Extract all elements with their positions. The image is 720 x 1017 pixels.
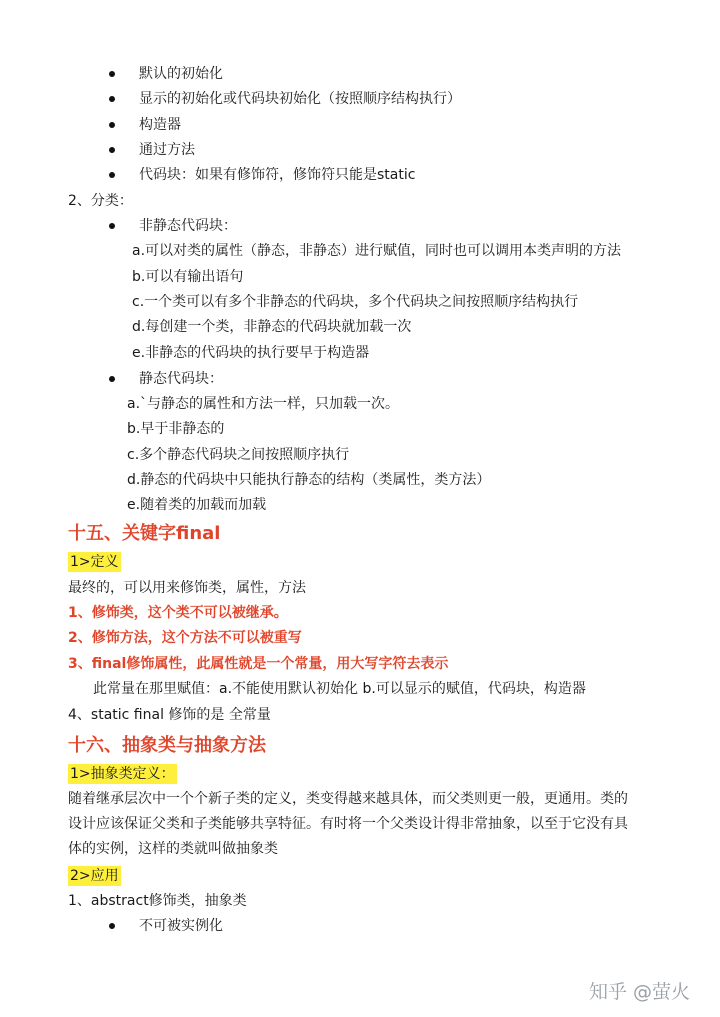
abstract-definition-label: 1>抽象类定义：: [70, 766, 175, 782]
bullet-icon: [109, 923, 115, 929]
section-heading-abstract: 十六、抽象类与抽象方法: [68, 735, 266, 756]
zhihu-watermark: 知乎 @萤火: [589, 981, 691, 1003]
list-item-text: 代码块：如果有修饰符，修饰符只能是static: [139, 167, 416, 183]
final-point: 1、修饰类，这个类不可以被继承。: [68, 605, 288, 621]
list-item: [139, 165, 415, 185]
bullet-icon: [109, 172, 115, 178]
application-item: 1、abstract修饰类，抽象类: [68, 893, 247, 909]
bullet-icon: [109, 96, 115, 102]
non-static-item: d.每创建一个类，非静态的代码块就加载一次: [132, 319, 412, 335]
non-static-item: a.可以对类的属性（静态，非静态）进行赋值，同时也可以调用本类声明的方法: [132, 243, 622, 259]
list-item: [139, 916, 223, 936]
paragraph-line: 设计应该保证父类和子类能够共享特征。有时将一个父类设计得非常抽象，以至于它没有具: [68, 816, 628, 832]
final-point: 2、修饰方法，这个方法不可以被重写: [68, 630, 302, 646]
non-static-label: [139, 216, 237, 236]
bullet-icon: [109, 147, 115, 153]
bullet-icon: [109, 223, 115, 229]
static-final-note: 4、static final 修饰的是 全常量: [68, 707, 271, 723]
list-item: [139, 89, 461, 109]
classification-title: 2、分类：: [68, 193, 133, 209]
static-item: e.随着类的加载而加载: [127, 497, 267, 513]
list-item: [139, 64, 223, 84]
list-item-text: 不可被实例化: [139, 918, 223, 934]
list-item-text: 静态代码块：: [139, 371, 223, 387]
list-item-text: 非静态代码块：: [139, 218, 237, 234]
final-point: 3、final修饰属性，此属性就是一个常量，用大写字符去表示: [68, 656, 449, 672]
static-item: c.多个静态代码块之间按照顺序执行: [127, 447, 350, 463]
static-label: [139, 369, 223, 389]
paragraph-line: 体的实例，这样的类就叫做抽象类: [68, 841, 278, 857]
bullet-icon: [109, 71, 115, 77]
list-item-text: 构造器: [139, 117, 181, 133]
static-item: b.早于非静态的: [127, 421, 225, 437]
definition-text: 最终的，可以用来修饰类，属性，方法: [68, 580, 306, 596]
list-item: [139, 115, 181, 135]
static-item: a.`与静态的属性和方法一样，只加载一次。: [127, 396, 400, 412]
assign-note: 此常量在那里赋值：a.不能使用默认初始化 b.可以显示的赋值，代码块，构造器: [93, 681, 586, 697]
abstract-definition-paragraph: [68, 787, 660, 862]
section-heading-final: 十五、关键字final: [68, 523, 221, 544]
definition-label: 1>定义: [70, 554, 119, 570]
static-item: d.静态的代码块中只能执行静态的结构（类属性，类方法）: [127, 472, 491, 488]
paragraph-line: 随着继承层次中一个个新子类的定义，类变得越来越具体，而父类则更一般，更通用。类的: [68, 791, 628, 807]
non-static-item: b.可以有输出语句: [132, 269, 244, 285]
list-item-text: 通过方法: [139, 142, 195, 158]
bullet-icon: [109, 122, 115, 128]
non-static-item: c.一个类可以有多个非静态的代码块，多个代码块之间按照顺序结构执行: [132, 294, 579, 310]
non-static-item: e.非静态的代码块的执行要早于构造器: [132, 345, 370, 361]
bullet-icon: [109, 376, 115, 382]
list-item-text: 显示的初始化或代码块初始化（按照顺序结构执行）: [139, 91, 461, 107]
list-item-text: 默认的初始化: [139, 66, 223, 82]
application-label: 2>应用: [70, 868, 119, 884]
list-item: [139, 140, 195, 160]
